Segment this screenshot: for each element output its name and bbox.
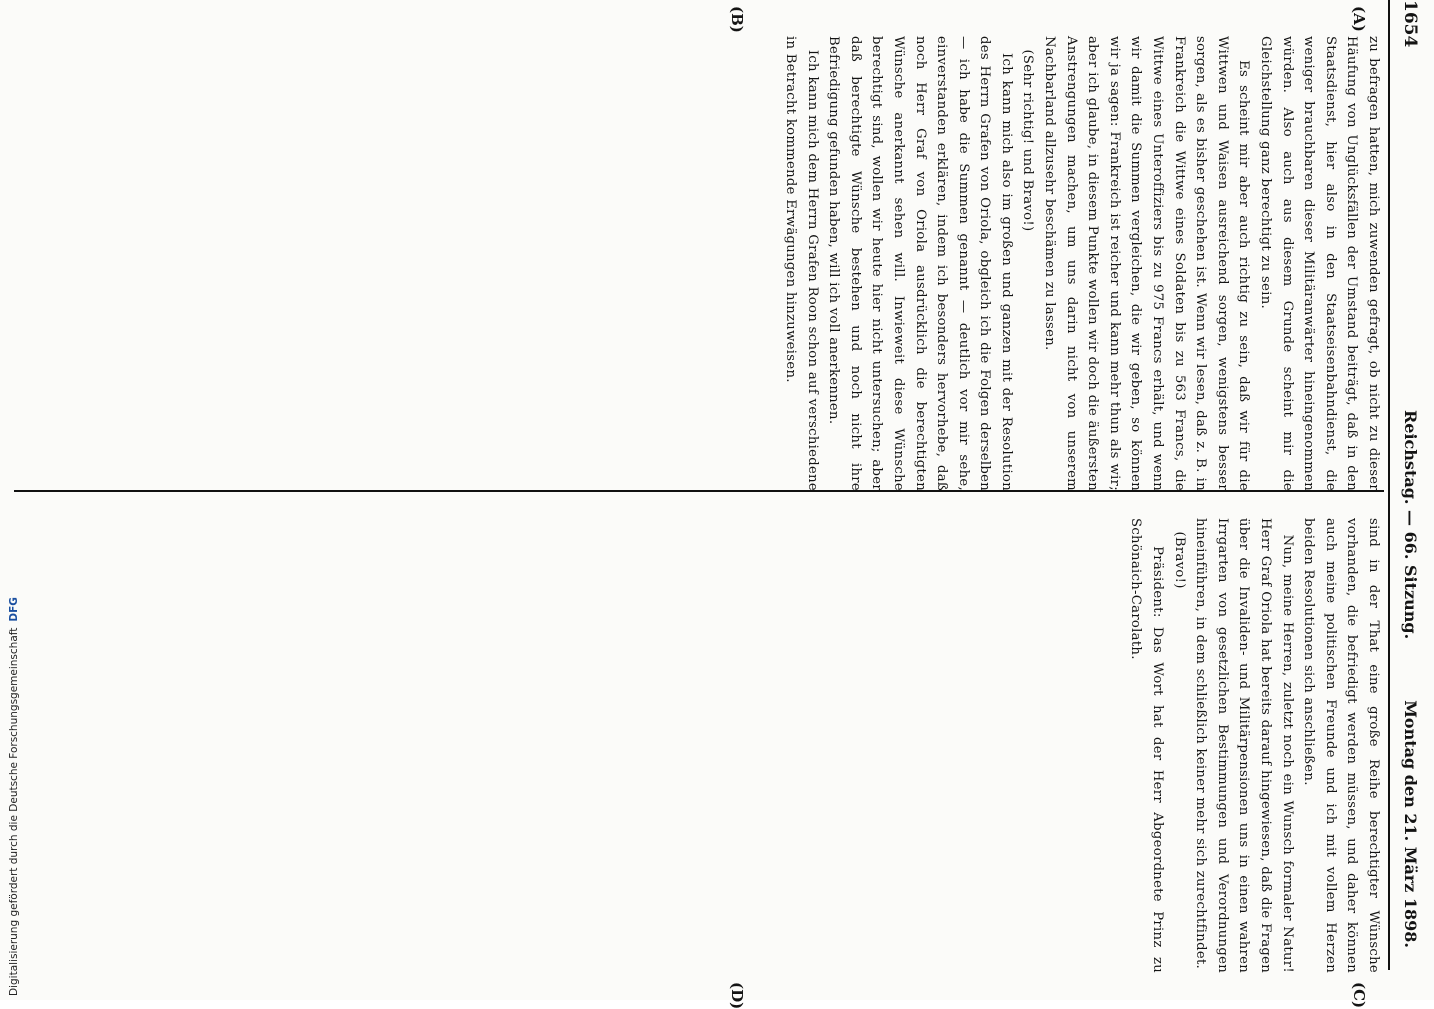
header-rule xyxy=(1388,0,1390,970)
margin-mark-a: (A) xyxy=(1350,6,1368,32)
margin-mark-c: (C) xyxy=(1350,982,1368,1009)
text-column-right: sind in der That eine große Reihe berechtigter Wünsche vorhanden, die befriedigt werden müssen, und daher können auch meine politischen Freunde und ich mit vollem Herzen beiden Resolutionen sich anschließen. Nun, meine Herren, zuletzt noch ein Wunsch formaler Natur! Herr Graf Oriola hat bereits darauf hingewiesen, daß die Fragen über die Invaliden- und Militärpensionen uns in einen wahren Irrgarten von gesetzlichen Bestimmungen und Verordnungen hineinführen, in dem schließlich keiner mehr sich zurechtfindet. (Bravo!) Präsident: Das Wort hat der Herr Abgeordnete Prinz zu Schönaich-Carolath. xyxy=(1128,518,1381,973)
credit-text: Digitalisierung gefördert durch die Deutsche Forschungsgemeinschaft xyxy=(8,627,20,996)
text-column-left: zu befragen hatten, mich zuwenden gefragt, ob nicht zu dieser Häufung von Unglücksfällen der Umstand beiträgt, daß in den Staatsdienst, hier also in den Staatseisenbahndienst, die weniger brauchbaren dieser Militäranwärter hineingenommen würden. Also auch aus diesem Grunde scheint mir die Gleichstellung ganz berechtigt zu sein. Es scheint mir aber auch richtig zu sein, daß wir für die Wittwen und Waisen ausreichend sorgen, wenigstens besser sorgen, als es bisher geschehen ist. Wenn wir lesen, daß z. B. in Frankreich die Wittwe eines Soldaten bis zu 563 Francs, die Wittwe eines Unteroffiziers bis zu 975 Francs erhält, und wenn wir damit die Summen vergleichen, die wir geben, so können wir ja sagen: Frankreich ist reicher und kann mehr thun als wir; aber ich glaube, in diesem Punkte wollen wir doch die äußersten Anstrengungen machen, um uns darin nicht von unserem Nachbarland allzusehr beschämen zu lassen. (Sehr richtig! und Bravo!) Ich kann mich also im großen und ganzen mit der Resolution des Herrn Grafen von Oriola, obgleich ich die Folgen derselben — ich habe die Summen genannt — deutlich vor mir sehe, einverstanden erklären, indem ich besonders hervorhebe, daß noch Herr Graf von Oriola ausdrücklich die berechtigten Wünsche anerkannt sehen will. Inwieweit diese Wünsche berechtigt sind, wollen wir heute hier nicht untersuchen; aber daß berechtigte Wünsche bestehen und noch nicht ihre Befriedigung gefunden haben, will ich voll anerkennen. Ich kann mich dem Herrn Grafen Roon schon auf verschiedene in Betracht kommende Erwägungen hinzuweisen. xyxy=(782,36,1381,492)
page-header-date: Montag den 21. März 1898. xyxy=(1401,700,1420,948)
dfg-logo: DFG xyxy=(8,597,20,622)
page-number: 1654 xyxy=(1400,0,1420,48)
page-header-title: Reichstag. — 66. Sitzung. xyxy=(1401,410,1420,640)
margin-mark-b: (B) xyxy=(728,6,746,33)
digitization-credit xyxy=(8,6,20,996)
margin-mark-d: (D) xyxy=(728,982,746,1009)
